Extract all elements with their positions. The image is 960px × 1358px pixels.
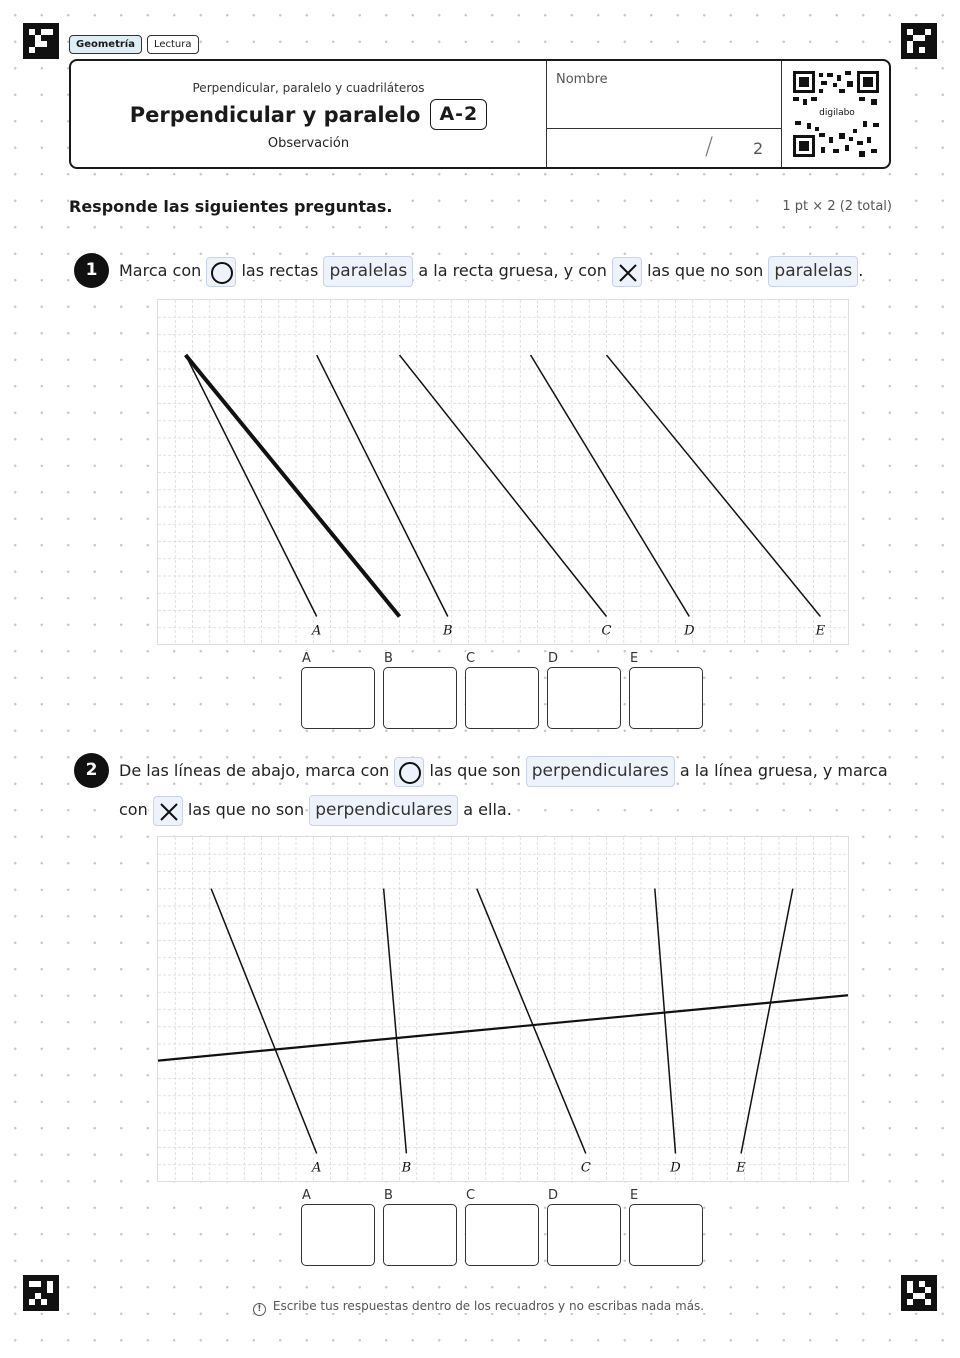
cross-symbol-icon xyxy=(612,257,642,287)
answer-box-q1-d[interactable] xyxy=(547,651,621,729)
q1-text-2: las rectas xyxy=(241,261,319,280)
answer-label: B xyxy=(384,651,396,666)
keyword-chip-perpendicular: perpendiculares xyxy=(526,756,675,787)
fig1-line-label-c: C xyxy=(601,623,612,639)
fig1-line-label-a: A xyxy=(312,623,322,639)
answer-label: A xyxy=(302,1188,314,1203)
fig1-line-e xyxy=(607,355,821,616)
question-2-text-line-1 xyxy=(119,753,888,789)
subject-tags xyxy=(69,35,199,54)
header-type: Observación xyxy=(267,136,350,151)
answer-box-q1-e[interactable] xyxy=(629,651,703,729)
answer-box-q2-e[interactable] xyxy=(629,1188,703,1266)
fig2-line-label-c: C xyxy=(580,1160,591,1176)
answer-label: E xyxy=(630,651,641,666)
answer-box-q2-b[interactable] xyxy=(383,1188,457,1266)
figure-2-svg xyxy=(158,837,848,1181)
question-1-text xyxy=(119,253,863,289)
answer-boxes-q1 xyxy=(301,651,703,729)
keyword-chip-perpendicular-2: perpendiculares xyxy=(309,795,458,826)
fig2-line-label-a: A xyxy=(312,1160,322,1176)
figure-parallel-lines xyxy=(157,299,849,645)
q2-text-4: con xyxy=(119,800,148,819)
footer-text: Escribe tus respuestas dentro de los recuadros y no escribas nada más. xyxy=(270,1299,707,1313)
corner-marker-top-right xyxy=(901,23,937,59)
name-label: Nombre xyxy=(556,72,608,87)
score-slash: / xyxy=(705,132,714,160)
q1-text-4: las que no son xyxy=(647,261,764,280)
answer-box-q2-d[interactable] xyxy=(547,1188,621,1266)
q2-text-6: a ella. xyxy=(463,800,512,819)
circle-symbol-icon xyxy=(206,257,236,287)
fig2-line-e xyxy=(741,889,793,1154)
footer-note xyxy=(0,1299,960,1316)
q2-text-5: las que no son xyxy=(187,800,305,819)
keyword-chip-parallel: paralelas xyxy=(323,256,413,287)
figure-1-svg xyxy=(158,300,848,644)
fig2-line-b xyxy=(384,889,407,1154)
keyword-chip-parallel-2: paralelas xyxy=(768,256,858,287)
fig1-line-a xyxy=(186,355,317,616)
fig1-grid xyxy=(158,300,848,644)
name-divider xyxy=(547,128,781,129)
instructions: Responde las siguientes preguntas. xyxy=(69,197,396,216)
cross-symbol-icon xyxy=(153,796,183,826)
corner-marker-top-left xyxy=(23,23,59,59)
worksheet-code: A-2 xyxy=(430,99,487,130)
qr-code-text: digilabo xyxy=(819,108,855,118)
answer-box-q1-a[interactable] xyxy=(301,651,375,729)
fig1-thick-line xyxy=(186,355,400,616)
score-total: 2 xyxy=(753,139,764,158)
answer-box-q2-a[interactable] xyxy=(301,1188,375,1266)
answer-box-q1-c[interactable] xyxy=(465,651,539,729)
answer-label: B xyxy=(384,1188,396,1203)
q2-text-1: De las líneas de abajo, marca con xyxy=(119,761,390,780)
q1-text-3: a la recta gruesa, y con xyxy=(418,261,607,280)
answer-label: D xyxy=(548,651,561,666)
q2-text-3: a la línea gruesa, y marca xyxy=(679,761,888,780)
answer-label: A xyxy=(302,651,314,666)
header-title-row xyxy=(71,99,546,130)
question-2-number: 2 xyxy=(74,753,109,788)
q2-text-2: las que son xyxy=(429,761,521,780)
question-2-text-line-2 xyxy=(119,792,512,828)
answer-label: C xyxy=(466,1188,478,1203)
answer-box-q2-c[interactable] xyxy=(465,1188,539,1266)
fig1-line-label-b: B xyxy=(443,623,453,639)
fig1-line-label-e: E xyxy=(815,623,826,639)
circle-symbol-icon xyxy=(394,757,424,787)
header-title-block xyxy=(71,61,546,167)
answer-label: E xyxy=(630,1188,641,1203)
question-1-number: 1 xyxy=(74,253,109,288)
answer-box-q1-b[interactable] xyxy=(383,651,457,729)
answer-boxes-q2 xyxy=(301,1188,703,1266)
info-icon: ! xyxy=(253,1303,266,1316)
qr-code-icon xyxy=(793,71,879,157)
q1-text-1: Marca con xyxy=(119,261,202,280)
fig2-line-label-b: B xyxy=(401,1160,412,1176)
tag-geometry: Geometría xyxy=(69,35,142,54)
fig2-line-label-d: D xyxy=(670,1160,681,1176)
answer-label: D xyxy=(548,1188,561,1203)
page-title: Perpendicular y paralelo xyxy=(129,102,421,127)
name-score-block xyxy=(546,61,782,167)
answer-label: C xyxy=(466,651,478,666)
header-subtitle: Perpendicular, paralelo y cuadriláteros xyxy=(192,81,425,95)
fig2-grid xyxy=(158,837,848,1181)
fig2-line-label-e: E xyxy=(736,1160,746,1176)
worksheet-header xyxy=(69,59,891,169)
points-info: 1 pt × 2 (2 total) xyxy=(782,199,892,214)
figure-perpendicular-lines xyxy=(157,836,849,1182)
fig1-line-label-d: D xyxy=(684,623,695,639)
tag-reading: Lectura xyxy=(147,35,199,54)
q1-text-5: . xyxy=(858,261,864,280)
